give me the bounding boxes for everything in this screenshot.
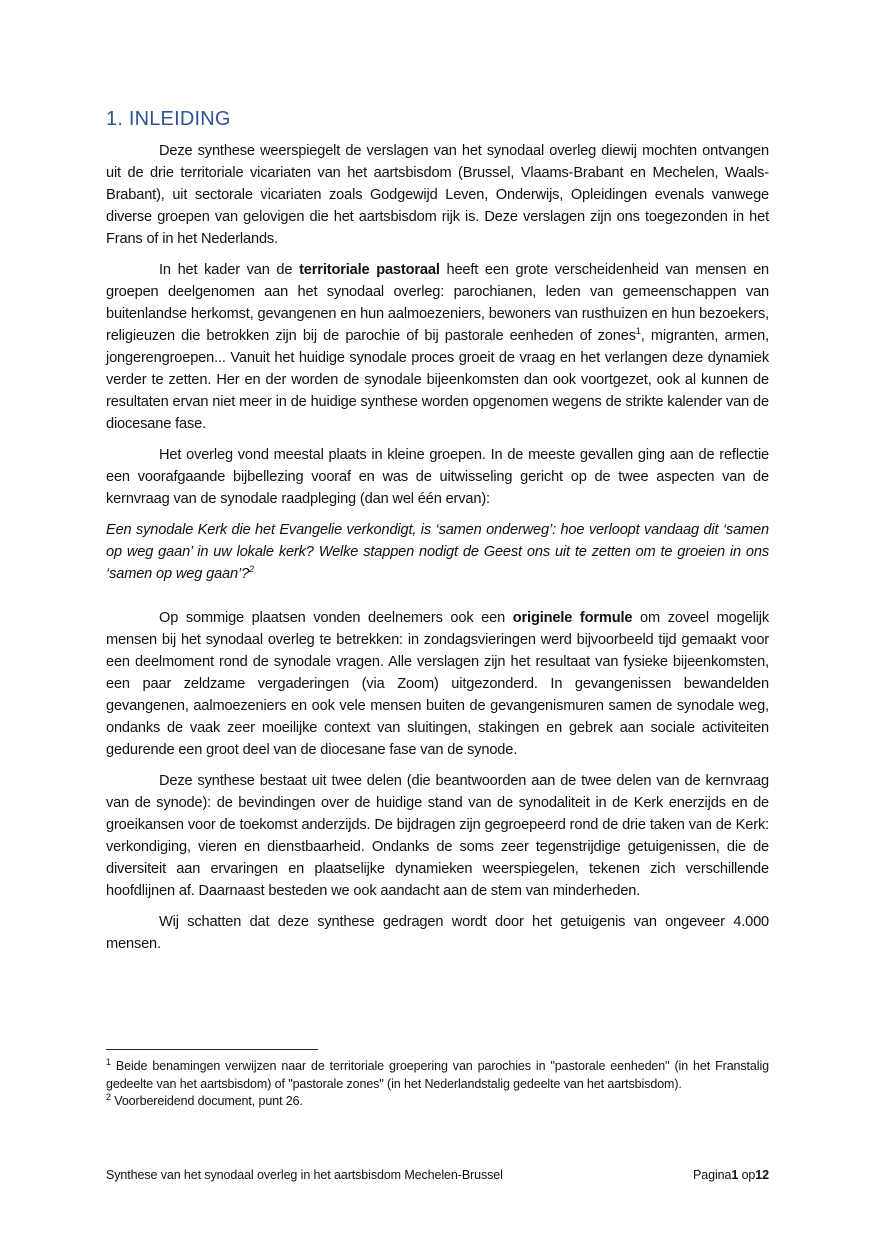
paragraph-2-text-a: In het kader van de [159,262,300,278]
page-label: Pagina [693,1168,732,1182]
paragraph-5: Deze synthese bestaat uit twee delen (die beantwoorden aan de twee delen van de kernvraag van de synode): de bevindingen over de huidige stand van de synodaliteit in de Kerk enerzijds en de groeikansen voor de toekomst anderzijds. De bijdragen zijn gegroepeerd rond de drie taken van de Kerk: verkondiging, vieren en dienstbaarheid. Ondanks de soms zeer tegenstrijdige getuigenissen, die de diversiteit aan ervaringen en plaatselijke dynamieken weerspiegelen, tekenen zich verschillende hoofdlijnen af. Daarnaast besteden we ook aandacht aan de stem van minderheden. [106,773,769,899]
section-heading: 1. INLEIDING [106,108,231,130]
paragraph-4-text-b: om zoveel mogelijk mensen bij het synodaal overleg te betrekken: in zondagsvieringen werd bijvoorbeeld tijd gemaakt voor een deelmoment rond de synodale vragen. Alle verslagen zijn het resultaat van fysieke bijeenkomsten, een paar zeldzame vergaderingen (via Zoom) uitgezonderd. In gevangenissen bewandelden gevangenen, aalmoezeniers en ook vele mensen buiten de gevangenismuren samen de synodale weg, ondanks de vaak zeer moeilijke context van sluitingen, stakingen en gebrek aan sociale activiteiten gedurende een groot deel van de diocesane fase van de synode. [106,610,769,758]
footnote-number: 1 [106,1056,111,1067]
footnote-1 [106,1058,769,1093]
total-pages: 12 [755,1168,769,1182]
footnote-separator [106,1049,318,1050]
bold-term-territoriale-pastoraal: territoriale pastoraal [299,262,440,278]
footer-title: Synthese van het synodaal overleg in het aartsbisdom Mechelen-Brussel [106,1168,503,1182]
quote-text: Een synodale Kerk die het Evangelie verkondigt, is ‘samen onderweg’: hoe verloopt vandaag dit ‘samen op weg gaan’ in uw lokale kerk? Welke stappen nodigt de Geest ons uit te zetten om te groeien in ons ‘samen op weg gaan’? [106,522,769,582]
paragraph-6: Wij schatten dat deze synthese gedragen wordt door het getuigenis van ongeveer 4.000 mensen. [106,914,769,952]
footnote-ref-1[interactable]: 1 [635,326,641,337]
page-number [693,1168,769,1182]
footnote-ref-2[interactable]: 2 [249,564,254,575]
footnote-2 [106,1093,769,1111]
quote-paragraph [106,519,769,585]
footnote-text: Beide benamingen verwijzen naar de territoriale groepering van parochies in "pastorale eenheden" (in het Franstalig gedeelte van het aartsbisdom) of "pastorale zones" (in het Nederlandstalig gedeelte van het aartsbisdom). [106,1059,769,1091]
page-footer [106,1168,769,1182]
paragraph-1: Deze synthese weerspiegelt de verslagen van het synodaal overleg diewij mochten ontvangen uit de drie territoriale vicariaten van het aartsbisdom (Brussel, Vlaams-Brabant en Mechelen, Waals-Brabant), uit sectorale vicariaten zoals Godgewijd Leven, Onderwijs, Opleidingen evenals vanwege diverse groepen van gelovigen die het aartsbisdom rijk is. Deze verslagen zijn ons toegezonden in het Frans of in het Nederlands. [106,143,769,247]
paragraph-2-text-c: , migranten, armen, jongerengroepen... Vanuit het huidige synodale proces groeit de vraag en het verlangen deze dynamiek verder te zetten. Her en der worden de synodale bijeenkomsten dan ook voortgezet, ook al kunnen de resultaten ervan niet meer in de huidige synthese worden opgenomen wegens de strikte kalender van de diocesane fase. [106,328,770,432]
footnote-text: Voorbereidend document, punt 26. [110,1094,303,1108]
of-label: op [738,1168,756,1182]
current-page: 1 [731,1168,739,1182]
page-content [106,108,769,964]
footnotes [106,1058,769,1111]
paragraph-3: Het overleg vond meestal plaats in kleine groepen. In de meeste gevallen ging aan de reflectie een voorafgaande bijbellezing vooraf en was de uitwisseling gericht op de twee aspecten van de kernvraag van de synodale raadpleging (dan wel één ervan): [106,447,769,507]
paragraph-2-text-b: heeft een grote verscheidenheid van mensen en groepen deelgenomen aan het synodaal overleg: parochianen, leden van gemeenschappen van buitenlandse herkomst, gevangenen en hun aalmoezeniers, bewoners van rusthuizen en hun bezoekers, religieuzen die betrokken zijn bij de parochie of bij pastorale eenheden of zones [106,262,769,344]
paragraph-4-text-a: Op sommige plaatsen vonden deelnemers ook een [159,610,513,626]
footnote-number: 2 [106,1091,111,1102]
paragraph-2 [106,259,769,435]
paragraph-4 [106,607,769,761]
bold-term-originele-formule: originele formule [512,610,633,626]
